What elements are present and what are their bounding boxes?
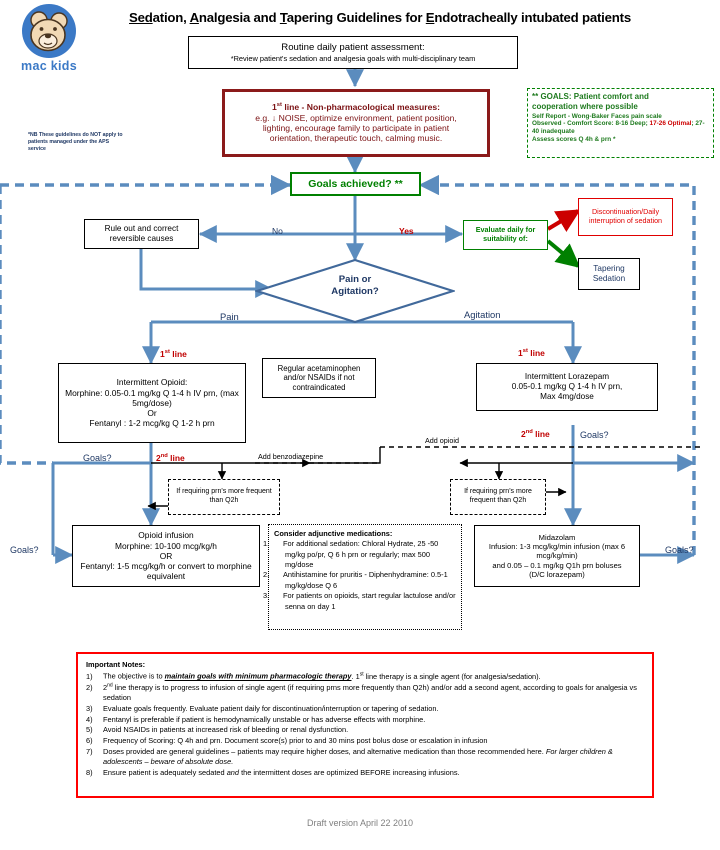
goals-note-line-5: Assess scores Q 4h & prn * bbox=[532, 135, 616, 143]
note-item-2: 2) 2nd line therapy is to progress to infusion of single agent (if requiring prns more frequently than Q2h) and/or add a second agent, according to goals for analgesia vs sedation bbox=[86, 682, 637, 703]
goals-definition-note bbox=[527, 88, 714, 158]
note-item-3: 3) Evaluate goals frequently. Evaluate patient daily for discontinuation/interruption or tapering of sedation. bbox=[86, 703, 439, 713]
mac-kids-bear-icon bbox=[22, 4, 76, 58]
opioid-line-3: Or bbox=[147, 408, 157, 419]
note-item-1: 1) The objective is to maintain goals with minimum pharmacologic therapy. 1st line therapy is a single agent (for analgesia/sedation). bbox=[86, 671, 541, 681]
note-item-4: 4) Fentanyl is preferable if patient is hemodynamically unstable or has adverse effects with morphine. bbox=[86, 714, 426, 724]
discontinuation-box bbox=[578, 198, 673, 236]
intermittent-lorazepam-box bbox=[476, 363, 658, 411]
edge-label-yes: Yes bbox=[399, 226, 414, 236]
edge-label-add-benzodiazepine: Add benzodiazepine bbox=[258, 452, 324, 461]
acetaminophen-nsaids-box bbox=[262, 358, 376, 398]
adjunctive-title: Consider adjunctive medications: bbox=[274, 529, 393, 538]
opioid-infusion-line-3: OR bbox=[159, 550, 173, 561]
goals-achieved-label: Goals achieved? ** bbox=[308, 177, 403, 190]
intermittent-opioid-box bbox=[58, 363, 246, 443]
prn-right-label: If requiring prn's more frequent than Q2h bbox=[464, 488, 532, 504]
routine-line-1: Routine daily patient assessment: bbox=[281, 41, 425, 53]
evaluate-daily-label: Evaluate daily for suitability of: bbox=[475, 225, 536, 243]
lorazepam-line-1: Intermittent Lorazepam bbox=[524, 372, 610, 381]
nonpharm-line-2: e.g. ↓ NOISE, optimize environment, patient position, bbox=[255, 112, 457, 123]
lorazepam-line-2: 0.05-0.1 mg/kg Q 1-4 h IV prn, bbox=[511, 382, 623, 391]
opioid-line-1: Intermittent Opioid: bbox=[116, 377, 188, 388]
midazolam-line-2: Infusion: 1-3 mcg/kg/min infusion (max 6 mcg/kg/min) bbox=[488, 542, 626, 561]
prn-frequency-left-box bbox=[168, 479, 280, 515]
title-text: Sedation, Analgesia and Tapering Guidelines for Endotracheally intubated patients bbox=[129, 10, 631, 25]
adjunctive-item-2: 2. Antihistamine for pruritis - Diphenhydramine: 0.5-1 mg/kg/dose Q 6 bbox=[263, 570, 448, 590]
tapering-label: Tapering Sedation bbox=[592, 264, 626, 283]
note-item-7: 7) Doses provided are general guidelines – patients may require higher doses, and alternative medication than those recommended here. For larger children & adolescents – beware of absolute dose. bbox=[86, 746, 613, 766]
edge-label-second-line-right: 2nd line bbox=[521, 429, 550, 439]
edge-label-second-line-left: 2nd line bbox=[156, 453, 185, 463]
acetaminophen-label: Regular acetaminophen and/or NSAIDs if not contraindicated bbox=[277, 363, 361, 392]
goals-note-line-3: Self Report - Wong-Baker Faces pain scale bbox=[532, 112, 662, 120]
footer-draft-version: Draft version April 22 2010 bbox=[306, 818, 414, 828]
rule-out-label: Rule out and correct reversible causes bbox=[104, 224, 179, 243]
prn-frequency-right-box bbox=[450, 479, 546, 515]
logo-text: mac kids bbox=[21, 59, 77, 73]
prn-left-label: If requiring prn's more frequent than Q2h bbox=[176, 488, 272, 504]
edge-label-first-line-left: 1st line bbox=[160, 349, 187, 359]
opioid-line-4: Fentanyl : 1-2 mcg/kg Q 1-2 h prn bbox=[89, 418, 215, 429]
adjunctive-content bbox=[263, 529, 456, 612]
edge-label-add-opioid: Add opioid bbox=[425, 436, 459, 445]
important-notes-box bbox=[76, 652, 654, 798]
nonpharm-line-4: orientation, therapeutic touch, calming music. bbox=[269, 133, 443, 144]
evaluate-daily-box bbox=[463, 220, 548, 250]
note-item-5: 5) Avoid NSAIDs in patients at increased risk of bleeding or renal dysfunction. bbox=[86, 725, 349, 735]
edge-label-goals-3: Goals? bbox=[10, 545, 39, 555]
goals-note-line-4c: ; 27-40 inadequate bbox=[532, 120, 705, 136]
edge-label-pain: Pain bbox=[220, 311, 239, 322]
goals-note-optimal: 17-26 Optimal bbox=[649, 120, 692, 128]
notes-header: Important Notes: bbox=[86, 660, 146, 669]
opioid-infusion-line-4: Fentanyl: 1-5 mcg/kg/h or convert to morphine equivalent bbox=[80, 561, 252, 582]
routine-line-2: *Review patient's sedation and analgesia goals with multi-disciplinary team bbox=[230, 54, 476, 64]
pain-or-agitation-label bbox=[300, 274, 410, 298]
goals-note-line-4a: Observed - Comfort Score: 8-16 Deep; bbox=[532, 120, 650, 128]
nonpharm-line-1: 1st line - Non-pharmacological measures: bbox=[271, 102, 441, 113]
pain-or-agitation-line1: Pain or bbox=[338, 274, 372, 285]
midazolam-line-4: (D/C lorazepam) bbox=[529, 569, 585, 579]
adjunctive-medications-box bbox=[263, 524, 462, 630]
edge-label-goals-4: Goals? bbox=[665, 545, 694, 555]
note-item-8: 8) Ensure patient is adequately sedated and the intermittent doses are optimized BEFORE increasing infusions. bbox=[86, 767, 460, 777]
goals-note-line-1: ** GOALS: Patient comfort and bbox=[532, 92, 649, 101]
tapering-sedation-box bbox=[578, 258, 640, 290]
opioid-infusion-line-1: Opioid infusion bbox=[138, 530, 194, 541]
aps-service-note: *NB These guidelines do NOT apply to patients managed under the APS service bbox=[28, 132, 123, 153]
rule-out-reversible-causes-box bbox=[84, 219, 199, 249]
adjunctive-list bbox=[263, 539, 456, 612]
goals-achieved-node bbox=[290, 172, 421, 196]
nonpharm-line-3: lighting, encourage family to participate in patient bbox=[262, 123, 450, 133]
lorazepam-line-3: Max 4mg/dose bbox=[540, 392, 594, 401]
opioid-infusion-line-2: Morphine: 10-100 mcg/kg/h bbox=[115, 540, 217, 551]
midazolam-line-1: Midazolam bbox=[538, 532, 576, 542]
midazolam-line-3: and 0.05 – 0.1 mg/kg Q1h prn boluses bbox=[492, 560, 622, 570]
edge-label-agitation: Agitation bbox=[464, 309, 501, 320]
edge-label-first-line-right: 1st line bbox=[518, 348, 545, 358]
routine-assessment-box bbox=[188, 36, 518, 69]
goals-note-line-2: cooperation where possible bbox=[532, 101, 638, 111]
edge-label-no: No bbox=[272, 226, 283, 236]
page-title bbox=[80, 10, 680, 25]
notes-list bbox=[86, 671, 644, 778]
adjunctive-item-1: 1. For additional sedation: Chloral Hydrate, 25 -50 mg/kg po/pr, Q 6 h prn or regularly; max 500 mg/dose bbox=[263, 539, 439, 570]
discontinuation-label: Discontinuation/Daily interruption of sedation bbox=[588, 207, 663, 225]
adjunctive-item-3: 3. For patients on opioids, start regular lactulose and/or senna on day 1 bbox=[263, 591, 456, 611]
edge-label-goals-2: Goals? bbox=[580, 430, 609, 440]
opioid-infusion-box bbox=[72, 525, 260, 587]
note-item-6: 6) Frequency of Scoring: Q 4h and prn. Document score(s) prior to and 30 mins post bolus dose or escalation in infusion bbox=[86, 735, 488, 745]
edge-label-goals-1: Goals? bbox=[83, 453, 112, 463]
pain-or-agitation-line2: Agitation? bbox=[331, 285, 379, 297]
opioid-line-2: Morphine: 0.05-0.1 mg/kg Q 1-4 h IV prn, (max 5mg/dose) bbox=[65, 387, 239, 408]
first-line-nonpharmacological-box bbox=[222, 89, 490, 157]
midazolam-box bbox=[474, 525, 640, 587]
